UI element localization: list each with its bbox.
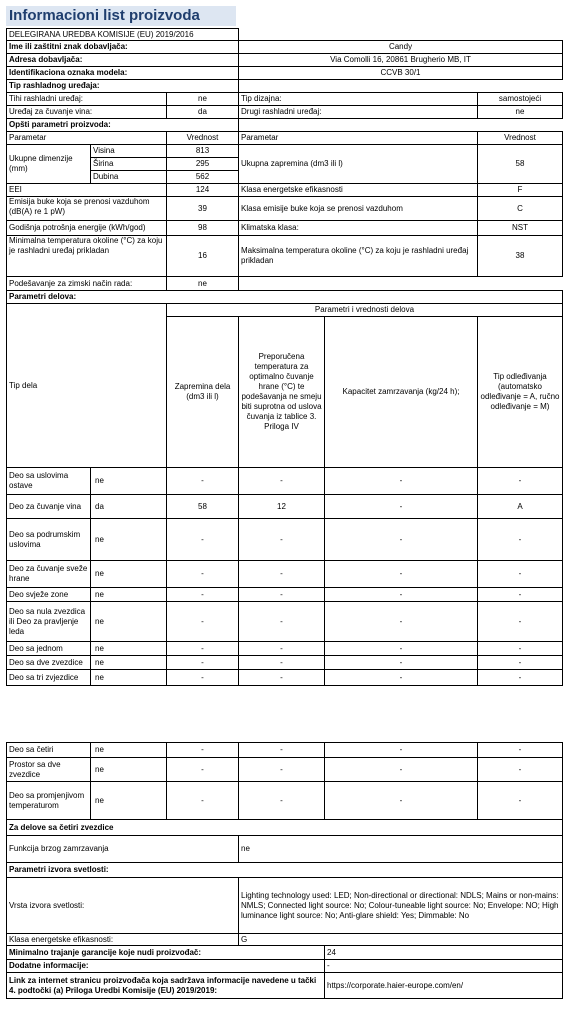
quiet-label: Tihi rashladni uređaj:: [7, 93, 167, 106]
depth-label: Dubina: [91, 171, 167, 184]
light-type-value: Lighting technology used: LED; Non-directional or directional: NDLS; Mains or non-mains: NMLS; Connected light source: No; Colour-tuneable light source: No; Envelope: NO; High luminance light source: No; Anti-glare shield: Yes; Dimmable: No: [239, 878, 563, 934]
supplier-label: Ime ili zaštitni znak dobavljača:: [7, 41, 239, 54]
compartment-temp: 12: [239, 495, 325, 519]
min-temp-value: 16: [167, 236, 239, 277]
compartment-volume: -: [167, 743, 239, 758]
supplier-value: Candy: [239, 41, 563, 54]
warranty-value: 24: [325, 946, 563, 960]
compartment-freeze: -: [325, 656, 478, 670]
wine-other-row: [7, 106, 563, 119]
general-heading: Opšti parametri proizvoda:: [7, 119, 239, 132]
model-row: [7, 67, 563, 80]
compartment-name: Deo sa jednom: [7, 642, 91, 656]
compartment-present: ne: [91, 561, 167, 588]
supplier-row: [7, 41, 563, 54]
compartment-volume: 58: [167, 495, 239, 519]
volume-value: 58: [478, 145, 563, 184]
model-label: Identifikaciona oznaka modela:: [7, 67, 239, 80]
light-class-value: G: [239, 934, 563, 946]
compartment-freeze: -: [325, 670, 478, 686]
link-row: [7, 973, 563, 999]
compartment-volume: -: [167, 588, 239, 602]
compartment-present: ne: [91, 588, 167, 602]
compartment-row: [7, 782, 563, 820]
col-temp-header: Preporučena temperatura za optimalno čuvanje hrane (°C) te podešavanja ne smeju biti suprotna od uslova čuvanja iz tablice 3. Priloga IV: [239, 317, 325, 468]
compartment-freeze: -: [325, 642, 478, 656]
compartment-name: Deo sa nula zvezdica ili Deo za pravljenje leda: [7, 602, 91, 642]
energy-class-label: Klasa energetske efikasnosti: [239, 184, 478, 197]
compartment-temp: -: [239, 670, 325, 686]
other-value: ne: [478, 106, 563, 119]
noise-value: 39: [167, 197, 239, 221]
compartment-name: Prostor sa dve zvezdice: [7, 758, 91, 782]
compartment-present: ne: [91, 758, 167, 782]
eei-value: 124: [167, 184, 239, 197]
compartment-present: ne: [91, 468, 167, 495]
compartment-row: [7, 758, 563, 782]
general-section: [7, 119, 563, 132]
light-heading: Parametri izvora svetlosti:: [7, 863, 563, 878]
compartment-defrost: -: [478, 758, 563, 782]
compartment-volume: -: [167, 782, 239, 820]
link-label: Link za internet stranicu proizvođača koja sadržava informacije navedene u tački 4. podtočki (a) Priloga Uredbi Komisije (EU) 2019/2019:: [7, 973, 325, 999]
noise-label: Emisija buke koja se prenosi vazduhom (dB(A) re 1 pW): [7, 197, 167, 221]
height-label: Visina: [91, 145, 167, 158]
height-value: 813: [167, 145, 239, 158]
light-class-label: Klasa energetske efikasnosti:: [7, 934, 239, 946]
compartment-name: Deo sa uslovima ostave: [7, 468, 91, 495]
compartment-row: [7, 495, 563, 519]
link-value[interactable]: https://corporate.haier-europe.com/en/: [325, 973, 563, 999]
noise-class-value: C: [478, 197, 563, 221]
compartment-present: ne: [91, 670, 167, 686]
col-defrost-header: Tip odleđivanja (automatsko odleđivanje = A, ručno odleđivanje = M): [478, 317, 563, 468]
compartment-name: Deo sa podrumskim uslovima: [7, 519, 91, 561]
params-header: Parametri i vrednosti delova: [167, 304, 563, 317]
compartment-temp: -: [239, 588, 325, 602]
compartment-defrost: -: [478, 642, 563, 656]
fast-freeze-value: ne: [239, 836, 563, 863]
compartment-temp: -: [239, 468, 325, 495]
annual-energy-value: 98: [167, 221, 239, 236]
compartments-heading: Parametri delova:: [7, 291, 563, 304]
min-temp-label: Minimalna temperatura okoline (°C) za koju je rashladni uređaj prikladan: [7, 236, 167, 277]
compartment-present: ne: [91, 656, 167, 670]
compartment-volume: -: [167, 656, 239, 670]
quiet-design-row: [7, 93, 563, 106]
warranty-label: Minimalno trajanje garancije koje nudi proizvođač:: [7, 946, 325, 960]
noise-row: [7, 197, 563, 221]
light-type-row: [7, 878, 563, 934]
appliance-type-heading: Tip rashladnog uređaja:: [7, 80, 239, 93]
four-star-heading: Za delove sa četiri zvezdice: [7, 820, 563, 836]
volume-label: Ukupna zapremina (dm3 ili l): [239, 145, 478, 184]
winter-label: Podešavanje za zimski način rada:: [7, 277, 167, 291]
temperature-row: [7, 236, 563, 277]
compartment-name: Deo svježe zone: [7, 588, 91, 602]
compartment-row: [7, 602, 563, 642]
climate-label: Klimatska klasa:: [239, 221, 478, 236]
compartment-temp: -: [239, 602, 325, 642]
compartment-defrost: -: [478, 561, 563, 588]
compartment-freeze: -: [325, 468, 478, 495]
compartment-volume: -: [167, 758, 239, 782]
compartment-temp: -: [239, 656, 325, 670]
compartment-volume: -: [167, 642, 239, 656]
compartment-present: ne: [91, 602, 167, 642]
compartment-volume: -: [167, 561, 239, 588]
page-title: Informacioni list proizvoda: [6, 6, 236, 26]
compartment-freeze: -: [325, 782, 478, 820]
compartment-freeze: -: [325, 758, 478, 782]
fast-freeze-row: [7, 836, 563, 863]
compartment-volume: -: [167, 468, 239, 495]
wine-label: Uređaj za čuvanje vina:: [7, 106, 167, 119]
product-info-table: [6, 28, 563, 686]
warranty-row: [7, 946, 563, 960]
param-header-2: Parametar: [239, 132, 478, 145]
compartment-present: ne: [91, 743, 167, 758]
height-row: [7, 145, 563, 158]
eei-row: [7, 184, 563, 197]
max-temp-value: 38: [478, 236, 563, 277]
compartment-volume: -: [167, 519, 239, 561]
regulation-row: [7, 29, 563, 41]
compartment-defrost: -: [478, 670, 563, 686]
col-volume-header: Zapremina dela (dm3 ili l): [167, 317, 239, 468]
compartment-row: [7, 588, 563, 602]
compartments-params-header: [7, 304, 563, 317]
compartment-name: Deo sa promjenjivom temperaturom: [7, 782, 91, 820]
value-header-2: Vrednost: [478, 132, 563, 145]
address-label: Adresa dobavljača:: [7, 54, 239, 67]
winter-row: [7, 277, 563, 291]
compartment-freeze: -: [325, 495, 478, 519]
energy-class-value: F: [478, 184, 563, 197]
compartment-freeze: -: [325, 561, 478, 588]
compartment-present: ne: [91, 519, 167, 561]
compartment-defrost: -: [478, 519, 563, 561]
param-header: Parametar: [7, 132, 167, 145]
model-value: CCVB 30/1: [239, 67, 563, 80]
compartment-name: Deo za čuvanje sveže hrane: [7, 561, 91, 588]
value-header: Vrednost: [167, 132, 239, 145]
dimensions-label: Ukupne dimenzije (mm): [7, 145, 91, 184]
col-freeze-header: Kapacitet zamrzavanja (kg/24 h);: [325, 317, 478, 468]
compartment-name: Deo sa četiri: [7, 743, 91, 758]
compartment-present: ne: [91, 642, 167, 656]
general-header-row: [7, 132, 563, 145]
depth-value: 562: [167, 171, 239, 184]
compartment-volume: -: [167, 670, 239, 686]
compartment-defrost: -: [478, 468, 563, 495]
width-value: 295: [167, 158, 239, 171]
compartment-present: ne: [91, 782, 167, 820]
light-section: [7, 863, 563, 878]
compartment-row: [7, 743, 563, 758]
width-label: Širina: [91, 158, 167, 171]
annual-energy-label: Godišnja potrošnja energije (kWh/god): [7, 221, 167, 236]
compartment-row: [7, 670, 563, 686]
compartment-defrost: -: [478, 588, 563, 602]
address-value: Via Comolli 16, 20861 Brugherio MB, IT: [239, 54, 563, 67]
max-temp-label: Maksimalna temperatura okoline (°C) za koju je rashladni uređaj prikladan: [239, 236, 478, 277]
address-row: [7, 54, 563, 67]
compartment-temp: -: [239, 758, 325, 782]
compartment-temp: -: [239, 519, 325, 561]
compartment-defrost: -: [478, 782, 563, 820]
climate-value: NST: [478, 221, 563, 236]
compartments-continued-table: [6, 742, 563, 999]
additional-row: [7, 960, 563, 973]
noise-class-label: Klasa emisije buke koja se prenosi vazduhom: [239, 197, 478, 221]
light-class-row: [7, 934, 563, 946]
compartment-name: Deo za čuvanje vina: [7, 495, 91, 519]
compartment-freeze: -: [325, 588, 478, 602]
compartment-defrost: -: [478, 602, 563, 642]
appliance-type-section: [7, 80, 563, 93]
quiet-value: ne: [167, 93, 239, 106]
compartment-present: da: [91, 495, 167, 519]
compartment-defrost: A: [478, 495, 563, 519]
compartment-defrost: -: [478, 743, 563, 758]
compartment-row: [7, 561, 563, 588]
compartment-temp: -: [239, 782, 325, 820]
compartment-volume: -: [167, 602, 239, 642]
fast-freeze-label: Funkcija brzog zamrzavanja: [7, 836, 239, 863]
compartment-temp: -: [239, 743, 325, 758]
winter-value: ne: [167, 277, 239, 291]
compartment-name: Deo sa tri zvjezdice: [7, 670, 91, 686]
light-type-label: Vrsta izvora svetlosti:: [7, 878, 239, 934]
regulation-text: DELEGIRANA UREDBA KOMISIJE (EU) 2019/2016: [7, 29, 239, 41]
additional-value: -: [325, 960, 563, 973]
annual-energy-row: [7, 221, 563, 236]
compartment-row: [7, 642, 563, 656]
compartment-freeze: -: [325, 519, 478, 561]
other-label: Drugi rashladni uređaj:: [239, 106, 478, 119]
compartment-defrost: -: [478, 656, 563, 670]
compartment-freeze: -: [325, 743, 478, 758]
compartment-name: Deo sa dve zvezdice: [7, 656, 91, 670]
compartment-freeze: -: [325, 602, 478, 642]
compartment-temp: -: [239, 642, 325, 656]
type-header: Tip dela: [7, 304, 167, 468]
wine-value: da: [167, 106, 239, 119]
eei-label: EEI: [7, 184, 167, 197]
additional-label: Dodatne informacije:: [7, 960, 325, 973]
compartment-row: [7, 468, 563, 495]
compartments-section: [7, 291, 563, 304]
design-value: samostojeći: [478, 93, 563, 106]
compartment-row: [7, 656, 563, 670]
compartment-row: [7, 519, 563, 561]
four-star-section: [7, 820, 563, 836]
compartment-temp: -: [239, 561, 325, 588]
design-label: Tip dizajna:: [239, 93, 478, 106]
